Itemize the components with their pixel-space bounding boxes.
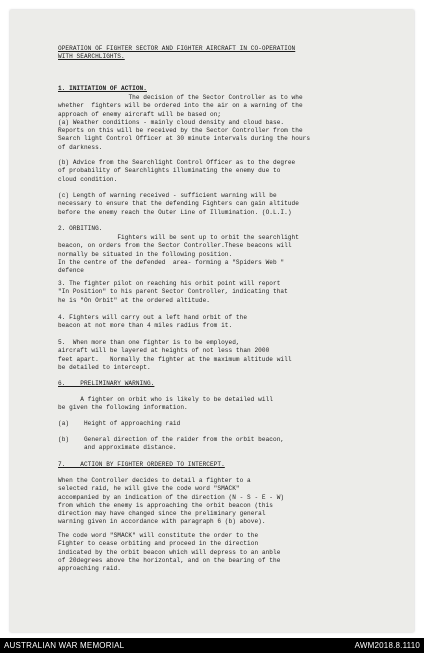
section-7-text-2: The code word "SMACK" will constitute the order to the Fighter to cease orbiting and proceed in the direction indicated by the orbit beacon which will depress to an anble of 20degrees above the horizontal, and on the bearing of the approaching raid.: [58, 532, 281, 573]
section-6-b: (b) General direction of the raider from the orbit beacon, and approximate distance.: [58, 436, 285, 452]
section-4-text: 4. Fighters will carry out a left hand orbit of the beacon at not more than 4 miles radius from it.: [58, 314, 248, 330]
section-1-heading: 1. INITIATION OF ACTION.: [58, 85, 147, 92]
footer-bar: [0, 638, 424, 653]
footer-credit: AUSTRALIAN WAR MEMORIAL: [4, 641, 125, 650]
section-6-text: A fighter on orbit who is likely to be detailed will be given the following information.: [58, 396, 274, 412]
document-title-line1: OPERATION OF FIGHTER SECTOR AND FIGHTER AIRCRAFT IN CO-OPERATION: [58, 45, 296, 52]
section-7-heading: 7. ACTION BY FIGHTER ORDERED TO INTERCEPT.: [58, 461, 225, 468]
document-title-line2: WITH SEARCHLIGHTS.: [58, 53, 125, 60]
section-1-text: The decision of the Sector Controller as to whe whether fighters will be ordered into the air on a warning of the approach of enemy aircraft will be based on; (a) Weather conditions - mainly cloud density and cloud base. Reports on this will be received by the Sector Controller from the Search light Control Officer at 30 minute intervals during the hours of darkness.: [58, 94, 311, 151]
section-7-text: When the Controller decides to detail a fighter to a selected raid, he will give the code word "SMACK" accompanied by an indication of the direction (N - S - E - W) from which the enemy is approaching the orbit beacon (this direction may have changed since the preliminary general warning given in accordance with paragraph 6 (b) above).: [58, 477, 285, 526]
section-6-a: (a) Height of approaching raid: [58, 420, 181, 427]
section-2-text: Fighters will be sent up to orbit the searchlight beacon, on orders from the Sector Controller.These beacons will normally be situated in the following position. In the centre of the defended area- forming a "Spiders Web " defence: [58, 234, 299, 275]
section-2-heading: 2. ORBITING.: [58, 225, 103, 232]
section-1-c: (c) Length of warning received - sufficient warning will be necessary to ensure that the defending Fighters can gain altitude before the enemy reach the Outer Line of Illumination. (O.L.I.): [58, 192, 299, 216]
section-1-b: (b) Advice from the Searchlight Control Officer as to the degree of probability of Searchlights illuminating the enemy due to cloud condition.: [58, 159, 296, 183]
footer-accession-number: AWM2018.8.1110: [354, 641, 420, 650]
document-page: [10, 10, 414, 632]
section-5-text: 5. When more than one fighter is to be employed, aircraft will be layered at heights of not less than 2000 feet apart. Normally the fighter at the maximum altitude will be detailed to intercept.: [58, 339, 292, 371]
section-3-text: 3. The fighter pilot on reaching his orbit point will report "In Position" to his parent Sector Controller, indicating that he is "On Orbit" at the ordered altitude.: [58, 280, 288, 304]
section-6-heading: 6. PRELIMINARY WARNING.: [58, 380, 155, 387]
